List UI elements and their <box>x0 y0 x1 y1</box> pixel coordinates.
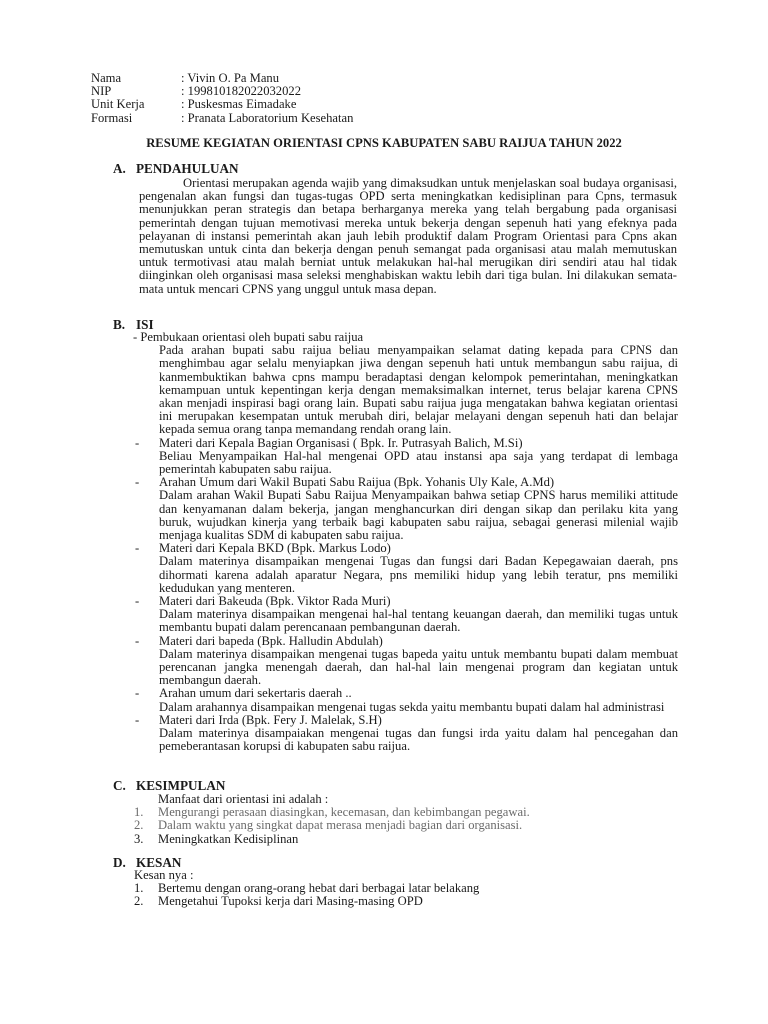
item-title: Materi dari Kepala BKD (Bpk. Markus Lodo) <box>159 541 391 556</box>
info-label: NIP <box>91 84 112 99</box>
list-item-opening <box>113 331 678 437</box>
item-body <box>159 595 678 635</box>
item-body <box>159 687 678 713</box>
item-text: Dalam materinya disampaikan mengenai Tugas dan fungsi dari Badan Kepegawaian daerah, pns dihormati karena adalah aparatur Negara, pns memiliki hidup yang lebih teratur, pns memiliki kedudukan yang menteren. <box>159 554 678 595</box>
item-text: Bertemu dengan orang-orang hebat dari berbagai latar belakang <box>158 881 480 896</box>
section-title: ISI <box>136 317 154 332</box>
dash-bullet: - <box>135 686 140 701</box>
item-title: Arahan Umum dari Wakil Bupati Sabu Raijua (Bpk. Yohanis Uly Kale, A.Md) <box>159 475 555 490</box>
item-text: Pada arahan bupati sabu raijua beliau menyampaikan selamat dating kepada para CPNS dan menghimbau agar selalu menyiapkan jiwa dengan sepenuh hati untuk membangun sabu raijua, di kanmembuktikan bahwa cpns mampu beradaptasi dengan kelompok pemerintahan, meningkatkan kemampuan untuk kepentingan kerja dengan memaksimalkan internet, terus belajar karena CPNS akan menjadi inspirasi bagi orang lain. Bupati sabu raijua juga mengatakan bahwa kegiatan orientasi ini merupakan kesempatan untuk merubah diri, belajar melayani dengan sepenuh hati dan belajar kepada semua orang tanpa memandang rendah orang lain. <box>159 343 678 437</box>
info-row-unit <box>91 98 353 111</box>
list-item <box>134 895 594 908</box>
item-text: Mengurangi perasaan diasingkan, kecemasan, dan kebimbangan pegawai. <box>158 805 530 820</box>
content-list <box>113 331 678 754</box>
list-item <box>113 476 678 542</box>
list-intro: Kesan nya : <box>134 868 194 882</box>
dash-bullet: - <box>135 594 140 609</box>
dash-bullet: - <box>135 475 140 490</box>
item-text: Meningkatkan Kedisiplinan <box>158 831 299 846</box>
item-title: Materi dari Bakeuda (Bpk. Viktor Rada Muri) <box>159 594 391 609</box>
list-item <box>113 542 678 595</box>
list-item <box>113 714 678 754</box>
list-item <box>113 595 678 635</box>
list-item <box>113 687 678 713</box>
item-number: 1. <box>134 805 144 820</box>
dash-bullet: - <box>135 435 140 450</box>
list-intro: Manfaat dari orientasi ini adalah : <box>158 792 329 806</box>
section-letter: C. <box>113 778 126 793</box>
impression-list <box>134 869 594 909</box>
list-item <box>134 833 594 846</box>
item-text: Mengetahui Tupoksi kerja dari Masing-masing OPD <box>158 894 423 909</box>
list-item <box>113 437 678 477</box>
item-text: Dalam arahannya disampaikan mengenai tugas sekda yaitu membantu bupati dalam hal administrasi <box>159 699 665 714</box>
conclusion-list <box>134 793 594 846</box>
item-number: 2. <box>134 818 144 833</box>
item-title: - Pembukaan orientasi oleh bupati sabu raijua <box>133 330 364 344</box>
section-heading-a <box>113 162 239 175</box>
section-title: KESIMPULAN <box>136 778 226 793</box>
info-value: : Pranata Laboratorium Kesehatan <box>181 110 354 125</box>
identity-block <box>91 72 353 125</box>
item-number: 1. <box>134 881 144 896</box>
item-number: 2. <box>134 894 144 909</box>
section-letter: D. <box>113 855 126 870</box>
item-number: 3. <box>134 831 144 846</box>
section-letter: B. <box>113 317 126 332</box>
dash-bullet: - <box>135 712 140 727</box>
info-value: : Puskesmas Eimadake <box>181 97 297 112</box>
section-letter: A. <box>113 161 126 176</box>
item-title: Arahan umum dari sekertaris daerah .. <box>159 686 352 701</box>
info-label: Unit Kerja <box>91 97 145 112</box>
item-body <box>159 476 678 542</box>
item-text: Dalam waktu yang singkat dapat merasa menjadi bagian dari organisasi. <box>158 818 523 833</box>
item-title: Materi dari Kepala Bagian Organisasi ( Bpk. Ir. Putrasyah Balich, M.Si) <box>159 435 523 450</box>
list-item <box>134 819 594 832</box>
document-title: RESUME KEGIATAN ORIENTASI CPNS KABUPATEN SABU RAIJUA TAHUN 2022 <box>146 136 622 150</box>
info-label: Nama <box>91 71 122 85</box>
item-body <box>159 437 678 477</box>
dash-bullet: - <box>135 541 140 556</box>
section-title: PENDAHULUAN <box>136 161 239 176</box>
list-item <box>113 635 678 688</box>
dash-bullet: - <box>135 633 140 648</box>
section-heading-c <box>113 779 225 792</box>
item-body <box>159 542 678 595</box>
info-value: : Vivin O. Pa Manu <box>181 71 280 85</box>
info-row-formasi <box>91 112 353 125</box>
intro-paragraph <box>139 177 677 296</box>
section-title: KESAN <box>136 855 182 870</box>
item-body <box>159 635 678 688</box>
item-text: Dalam materinya disampaiakan mengenai tugas dan fungsi irda yaitu dalam hal pencegahan dan pemeberantasan korupsi di kabupaten sabu raijua. <box>159 726 678 754</box>
info-label: Formasi <box>91 110 133 125</box>
item-title: Materi dari Irda (Bpk. Fery J. Malelak, S.H) <box>159 712 382 727</box>
item-text: Dalam materinya disampaikan mengenai hal-hal tentang keuangan daerah, dan memiliki tugas untuk membantu bupati dalam perencanaan pembangunan daerah. <box>159 607 678 635</box>
paragraph-text: Orientasi merupakan agenda wajib yang dimaksudkan untuk menjelaskan soal budaya organisasi, pengenalan akan fungsi dan tugas-tugas OPD serta meningkatkan kedisiplinan para Cpns, termasuk menunjukkan peran strategis dan betapa berharganya mereka yang telah bergabung pada organisasi pemerintah dengan tujuan memotivasi mereka untuk bekerja dengan sepenuh hati yang efeknya pada pelayanan di instansi pemerintah akan jauh lebih produktif dalam Program Orientasi para Cpns akan memutuskan untuk cinta dan bekerja dengan penuh semangat pada organisasi atau malah memutuskan untuk termotivasi atau malah berniat untuk melakukan hal-hal merugikan diri sendiri atau hal tidak diinginkan oleh organisasi masa seleksi menghabiskan waktu lebih dari tiga bulan. Ini dilakukan semata-mata untuk mencari CPNS yang unggul untuk masa depan. <box>139 176 677 296</box>
item-title: Materi dari bapeda (Bpk. Halludin Abdulah) <box>159 633 383 648</box>
item-text: Dalam materinya disampaikan mengenai tugas bapeda yaitu untuk membantu bupati dalam membuat perencanan jangka menengah daerah, dan hal-hal lain mengenai program dan kegiatan untuk membangun daerah. <box>159 646 678 688</box>
item-text: Beliau Menyampaikan Hal-hal mengenai OPD atau instansi apa saja yang terdapat di lembaga pemerintah kabupaten sabu raijua. <box>159 448 678 477</box>
item-body <box>159 714 678 754</box>
item-text: Dalam arahan Wakil Bupati Sabu Raijua Menyampaikan bahwa setiap CPNS harus memiliki attitude dan kenyamanan dalam bekerja, jangan menghancurkan diri dengan sikap dan perilaku kita yang buruk, wujudkan kinerja yang terbaik bagi kabupaten sabu raijua, sebagai generasi milenial wajib menjaga kualitas SDM di kabupaten sabu raijua. <box>159 488 678 543</box>
info-value: : 199810182022032022 <box>181 84 301 99</box>
